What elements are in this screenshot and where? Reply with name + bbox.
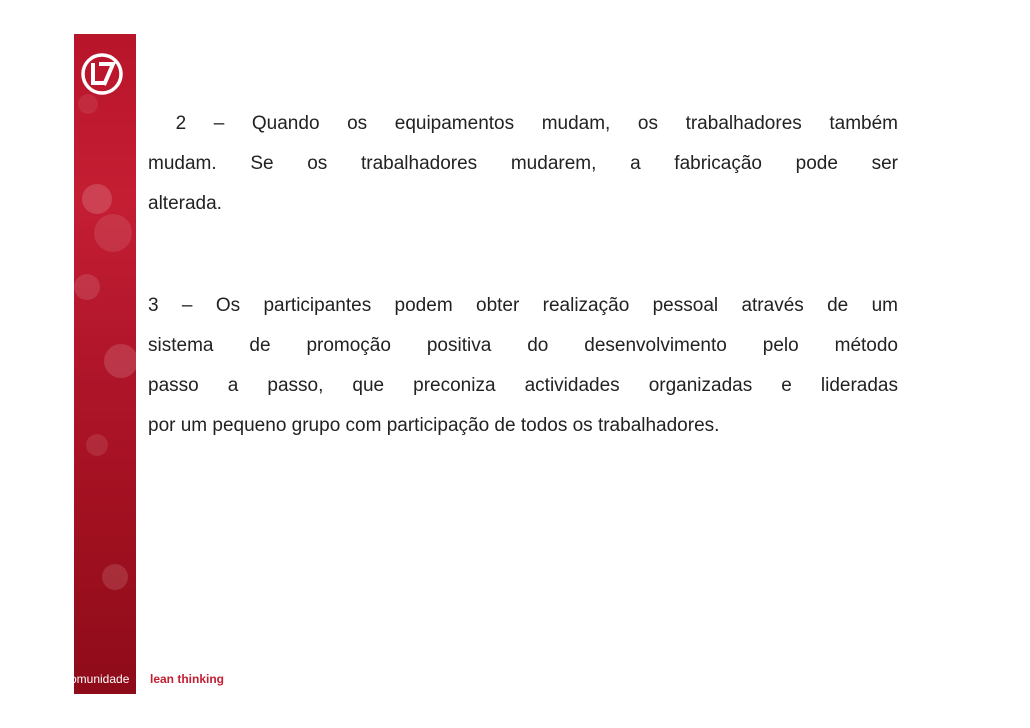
decorative-bokeh xyxy=(102,564,128,590)
decorative-bokeh xyxy=(78,94,98,114)
l7-logo-icon xyxy=(80,52,124,96)
slide-content xyxy=(148,104,898,446)
paragraph-line: alterada. xyxy=(148,193,222,214)
decorative-bokeh xyxy=(94,214,132,252)
footer-brand-label: lean thinking xyxy=(150,672,225,686)
paragraph-line: por um pequeno grupo com participação de todos os trabalhadores. xyxy=(148,415,720,436)
paragraph-line: 2 – Quando os equipamentos mudam, os trabalhadores também xyxy=(148,113,898,134)
footer-community-label: comunidade xyxy=(64,672,130,686)
decorative-bokeh xyxy=(86,434,108,456)
decorative-bokeh xyxy=(74,274,100,300)
paragraph-line: sistema de promoção positiva do desenvolvimento pelo método xyxy=(148,335,898,356)
paragraph-line: 3 – Os participantes podem obter realização pessoal através de um xyxy=(148,295,898,316)
decorative-bokeh xyxy=(82,184,112,214)
paragraph-3 xyxy=(148,286,898,446)
paragraph-2 xyxy=(148,104,898,224)
paragraph-line: passo a passo, que preconiza actividades organizadas e lideradas xyxy=(148,375,898,396)
brand-sidebar xyxy=(74,34,136,694)
paragraph-line: mudam. Se os trabalhadores mudarem, a fabricação pode ser xyxy=(148,153,898,174)
decorative-bokeh xyxy=(104,344,136,378)
